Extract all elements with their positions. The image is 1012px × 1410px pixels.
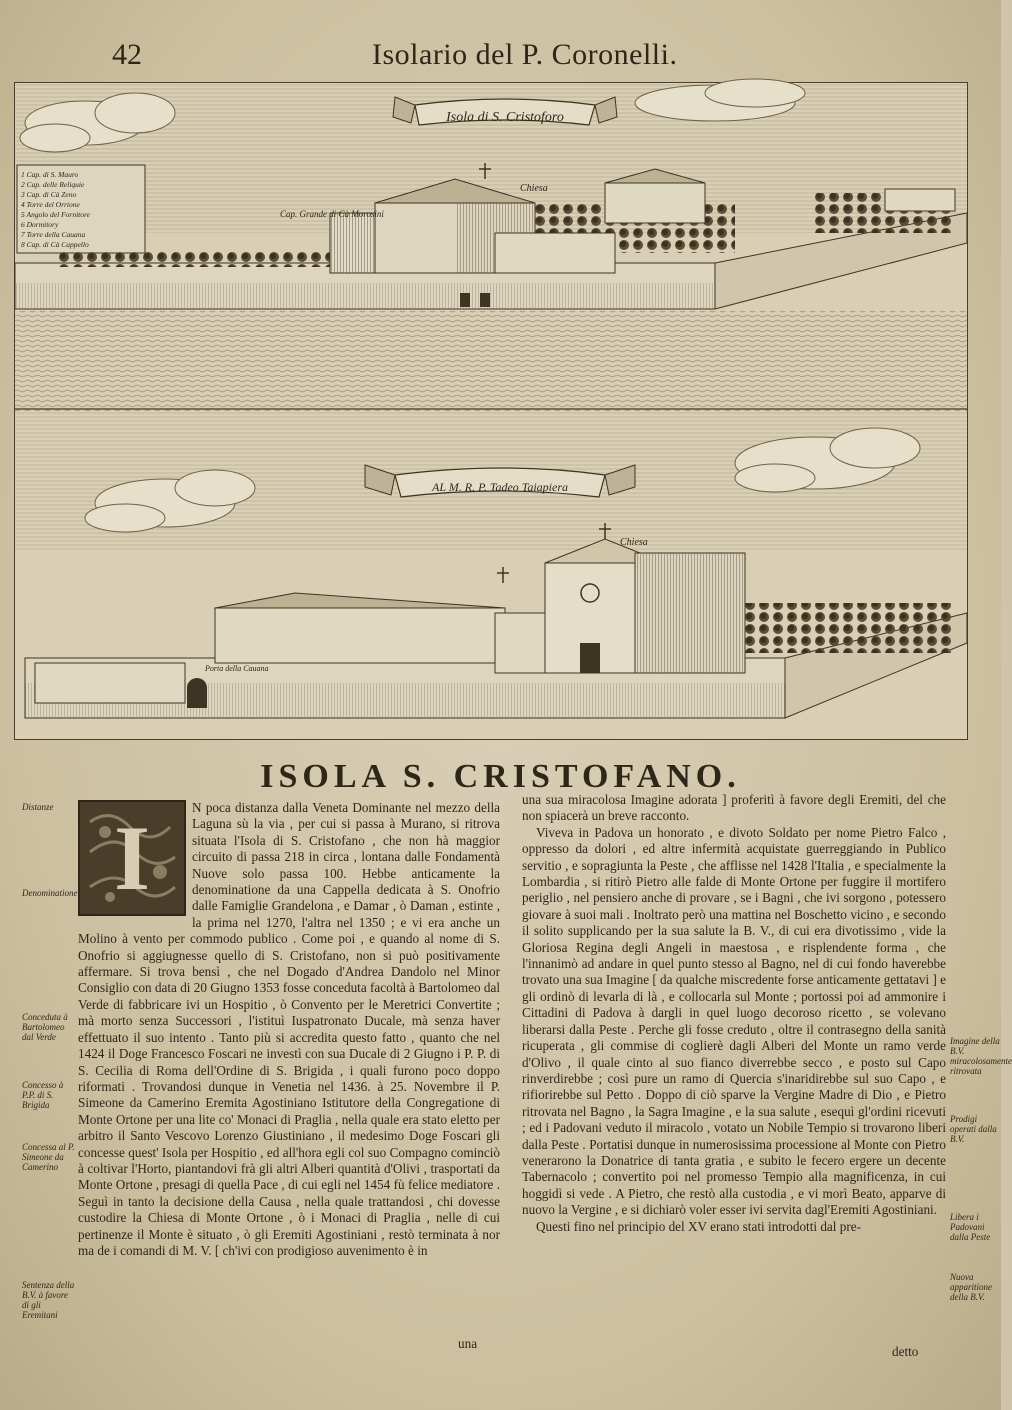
right-text-column — [522, 792, 946, 1235]
engraving-illustration — [15, 83, 967, 739]
legend-item: 5 Angolo del Fornitore — [21, 210, 90, 219]
left-paragraph: N poca distanza dalla Veneta Dominante nel mezzo della Laguna sù la via , per cui si passa à Murano, si ritrova situata l'Isola di S. Cristofano , che non hà maggior circuito di passa 218 in circa , lontana dalle Fondamentà Nuove solo passa 100. Hebbe anticamente la denominatione da una Cappella dedicata à S. Onofrio dalle Famiglie Grandelona , e Damar , ò Daman , estinte , la prima nel 1270, l'altra nel 1350 ; e vi era anche un Molino à vento per commodo publico . Come poi , e quando al nome di S. Onofrio si aggiugnesse quello di S. Cristofano, non si può positivamente affermare. Si trova bensì , che nel Dogado d'Andrea Dandolo nel Minor Consiglio con data di 20 Giugno 1353 fosse conceduta facoltà à Bartolomeo dal Verde di fabbricare ivi un Hospitio , ò Convento per le Meretrici Convertite ; mà morto senza Successori , l'istituì Iuspatronato Ducale, mà senza haver effettuato il suo intento . Tanto più si accredita questo fatto , quanto che nel 1424 il Doge Francesco Foscari ne investì con sua Ducale di 2 Giugno i P. P. di S. Cecilia di Roma dell'Ordine di S. Brigida , i quali furono poco doppo riformati . Trovandosi dunque in Venetia nel 1436. à 25. Novembre il P. Simeone da Camerino Eremita Agostiniano Istitutore della Congregatione di Monte Ortone per una lite co' Monaci di Praglia , nella quale era stato eletto per arbitro il Santo Vescovo Lorenzo Giustiniano , il medesimo Doge Foscari gli concesse quest' Isola per Hospitio , ed all'hora egli col suo Compagno cominciò à coltivar l'Horto, piantandovi frà gli altri Alberi quantità d'Olivi , trasportati da Monte Ortone , presagi di quella Pace , di cui egli nel 1454 fù felice mediatore . Seguì in tanto la decisione della Causa , nella quale trattandosi , chi dovesse custodire la Chiesa di Monte Ortone , ò i Monaci di Praglia , nelle di cui pertinenze il Monte è situato , ò gli Eremiti Agostiniani , restò terminata à nor ma de i comandi di M. V. [ ch'ivi con prodigioso auvenimento è in — [78, 800, 500, 1258]
page-header — [0, 38, 1001, 78]
drop-cap-letter: I — [114, 806, 150, 909]
lagoon-water — [15, 311, 967, 411]
right-paragraph-3: Questi fino nel principio del XV erano stati introdotti dal pre- — [536, 1218, 861, 1234]
margin-note-right-2: Prodigi operati dalla B.V. — [950, 1114, 997, 1144]
legend-item: 6 Dormitory — [21, 220, 59, 229]
section-title: ISOLA S. CRISTOFANO. — [260, 758, 741, 795]
left-text-column — [78, 800, 500, 1259]
running-title: Isolario del P. Coronelli. — [372, 38, 678, 71]
decorated-initial — [78, 800, 186, 916]
legend-item: 1 Cap. di S. Mauro — [21, 170, 79, 179]
right-paragraph-2: Viveva in Padova un honorato , e divoto Soldato per nome Pietro Falco , oppresso da dolori , ed altre infermità acquistate guerreggiando in Publico servitio , e sopragiunta la Peste , che afflisse nel 1428 l'Italia , e specialmente la Lombardia , si ritirò Pietro alle falde di Monte Ortone per fuggire il mortifero periglio , nel pensiero anche di provare , se i Bagni , che ivi sorgono , potessero giovare à suoi mali . Inoltrato però una mattina nel Boschetto vicino , e secondo il solito supplicando per la sua salute la B. V., di cui era divotissimo , vide la Gloriosa Regina degli Angeli in maestosa , e risplendente forma , che l'innanimò ad andare in quel punto stesso al Bagno, nel di cui fondo haverebbe trovato una sua Imagine [ da qualche miscredente forse anticamente gettatavi ] e gli ordinò di levarla di là , e collocarla sul Monte ; portossi poi ad ammonire i Cittadini di Padova à dargli in quel luogo decoroso ricetto , se volevano liberarsi dalla Peste . Perche gli fosse creduto , oltre il contrasegno della sanità ricuperata , gli commise di coglierè dagli Alberi del Monte un ramo verde d'Olivo , il quale cinto al suo fianco diverrebbe secco , e posto sul Capo rinverdirebbe ; così pure un ramo di Quercia s'inaridirebbe sul suo Capo , e rifiorirebbe sul Petto . Doppo di ciò sparve la Vergine Madre di Dio , e Pietro ritrovata nel Bagno , la Sagra Imagine , e la sua salute , esequì gl'ordini ricevuti ; ed i Padovani veduto il miracolo , votato un Nobile Tempio si trovarono liberi dalla Peste . Portatisi dunque in numerosissima processione al Monte con Pietro venerarono la Donatrice di tanta gratia , e subito le fecero ergere un decente Tabernacolo ; convertito poi nel promesso Tempio alla magnificenza, in cui hoggidì si vede . A Pietro, che restò alla custodia , e vi morì Beato, apparve di nuovo la Vergine , e si dichiarò voler esser ivi servita dagl'Eremiti Agostiniani. — [522, 824, 947, 1218]
legend-item: 2 Cap. delle Reliquie — [21, 180, 85, 189]
legend-item: 3 Cap. di Cà Zeno — [21, 190, 77, 199]
margin-note-right-4: Nuova apparitione della B.V. — [950, 1272, 992, 1302]
engraving-plate — [14, 82, 968, 740]
margin-note-right-3: Libera i Padovani dalla Peste — [950, 1212, 991, 1242]
legend-item: 7 Torre della Cauana — [21, 230, 86, 239]
page-number: 42 — [112, 38, 142, 71]
legend-item: 8 Cap. di Cà Cappello — [21, 240, 89, 249]
margin-note-left-4: Concesso à P.P. di S. Brigida — [22, 1080, 64, 1110]
margin-note-left-5: Concessa al P. Simeone da Camerino — [22, 1142, 75, 1172]
right-paragraph-1: una sua miracolosa Imagine adorata ] proferitì à favore degli Eremiti, del che non spiacerà un breve racconto. — [522, 792, 946, 824]
margin-note-left-2: Denominatione — [22, 888, 78, 898]
top-chapel-label: Cap. Grande di Cà Morosini — [280, 209, 384, 219]
margin-note-right-1: Imagine della B.V. miracolosamente ritrovata — [950, 1036, 1012, 1076]
margin-note-left-3: Conceduta à Bartolomeo dal Verde — [22, 1012, 68, 1042]
bottom-church-label: Chiesa — [620, 537, 648, 548]
top-banner-text: Isola di S. Cristoforo — [446, 110, 564, 125]
legend-item: 4 Torre del Orrione — [21, 200, 80, 209]
right-catchword: detto — [892, 1344, 919, 1359]
margin-note-left-1: Distanze — [22, 802, 54, 812]
left-catchword: una — [458, 1336, 478, 1351]
top-church-label: Chiesa — [520, 183, 548, 194]
margin-note-left-6: Sentenza della B.V. à favore di gli Eremitani — [22, 1280, 75, 1320]
plate-legend — [17, 165, 145, 253]
bottom-banner-text: AL M. R. P. Tadeo Taiapiera — [431, 480, 569, 494]
bottom-gate-label: Porta della Cauana — [205, 664, 269, 673]
